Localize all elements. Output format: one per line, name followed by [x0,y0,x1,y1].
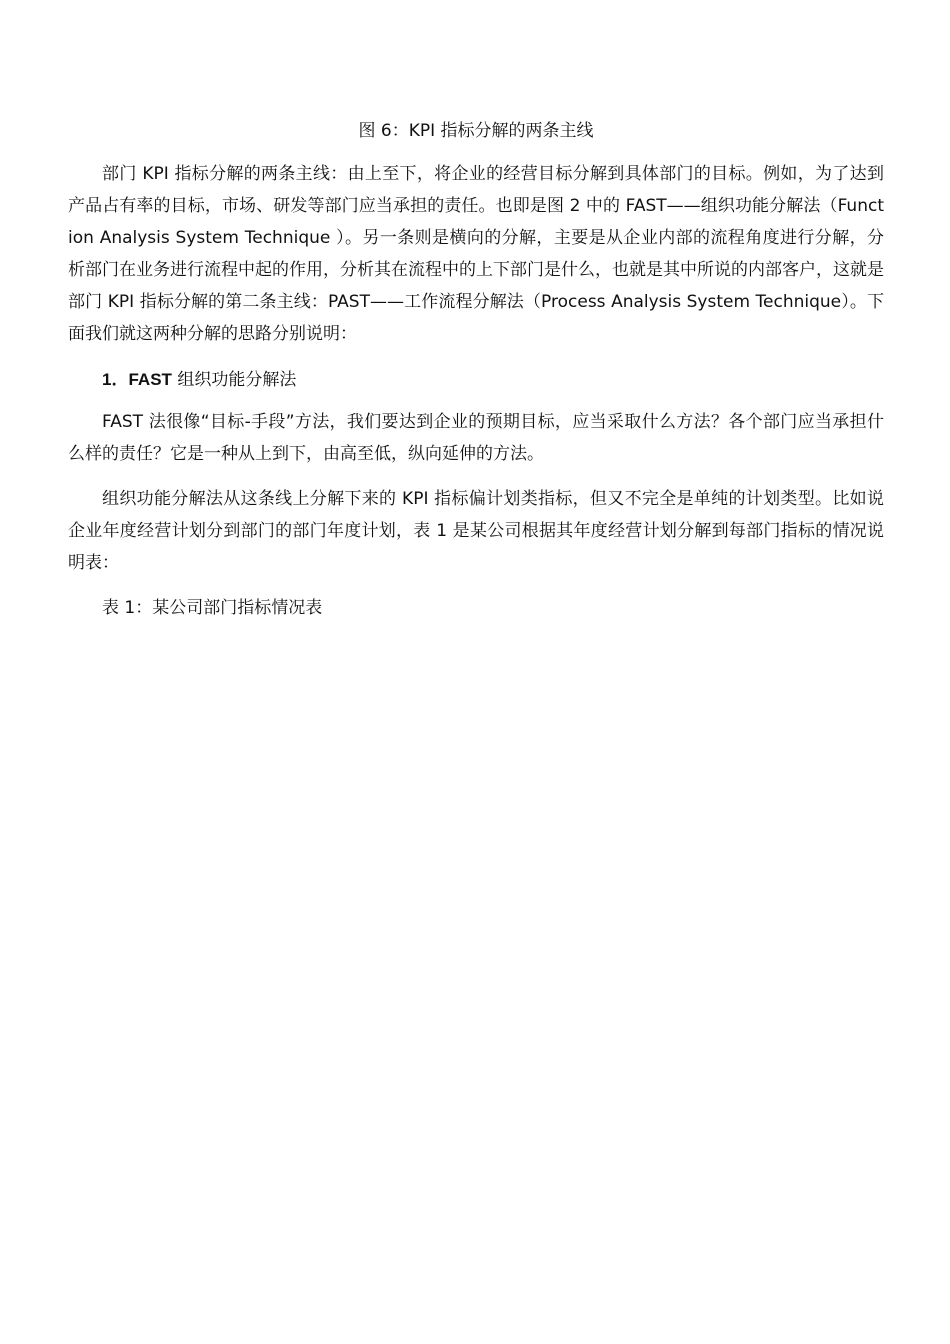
figure-caption: 图 6：KPI 指标分解的两条主线 [358,121,594,141]
paragraph-kpi-two-lines: 部门 KPI 指标分解的两条主线：由上至下，将企业的经营目标分解到具体部门的目标。例如，为了达到产品占有率的目标，市场、研发等部门应当承担的责任。也即是图 2 中的 FAST——组织功能分解法（Function Analysis System Technique ）。另一条则是横向的分解，主要是从企业内部的流程角度进行分解，分析部门在业务进行流程中起的作用，分析其在流程中的上下部门是什么，也就是其中所说的内部客户，这就是部门 KPI 指标分解的第二条主线：PAST——工作流程分解法（Process Analysis System Technique）。下面我们就这两种分解的思路分别说明： [68,164,884,344]
section-number: 1． [102,370,129,389]
section-title: 组织功能分解法 [171,370,297,390]
section-keyword: FAST [128,370,172,389]
section-heading-fast [102,370,296,390]
paragraph-fast-method: FAST 法很像“目标-手段”方法，我们要达到企业的预期目标，应当采取什么方法？各个部门应当承担什么样的责任？它是一种从上到下，由高至低，纵向延伸的方法。 [68,412,884,464]
table-caption: 表 1：某公司部门指标情况表 [102,598,323,618]
paragraph-plan-indicators: 组织功能分解法从这条线上分解下来的 KPI 指标偏计划类指标，但又不完全是单纯的计划类型。比如说企业年度经营计划分到部门的部门年度计划，表 1 是某公司根据其年度经营计划分解到每部门指标的情况说明表： [68,489,884,573]
